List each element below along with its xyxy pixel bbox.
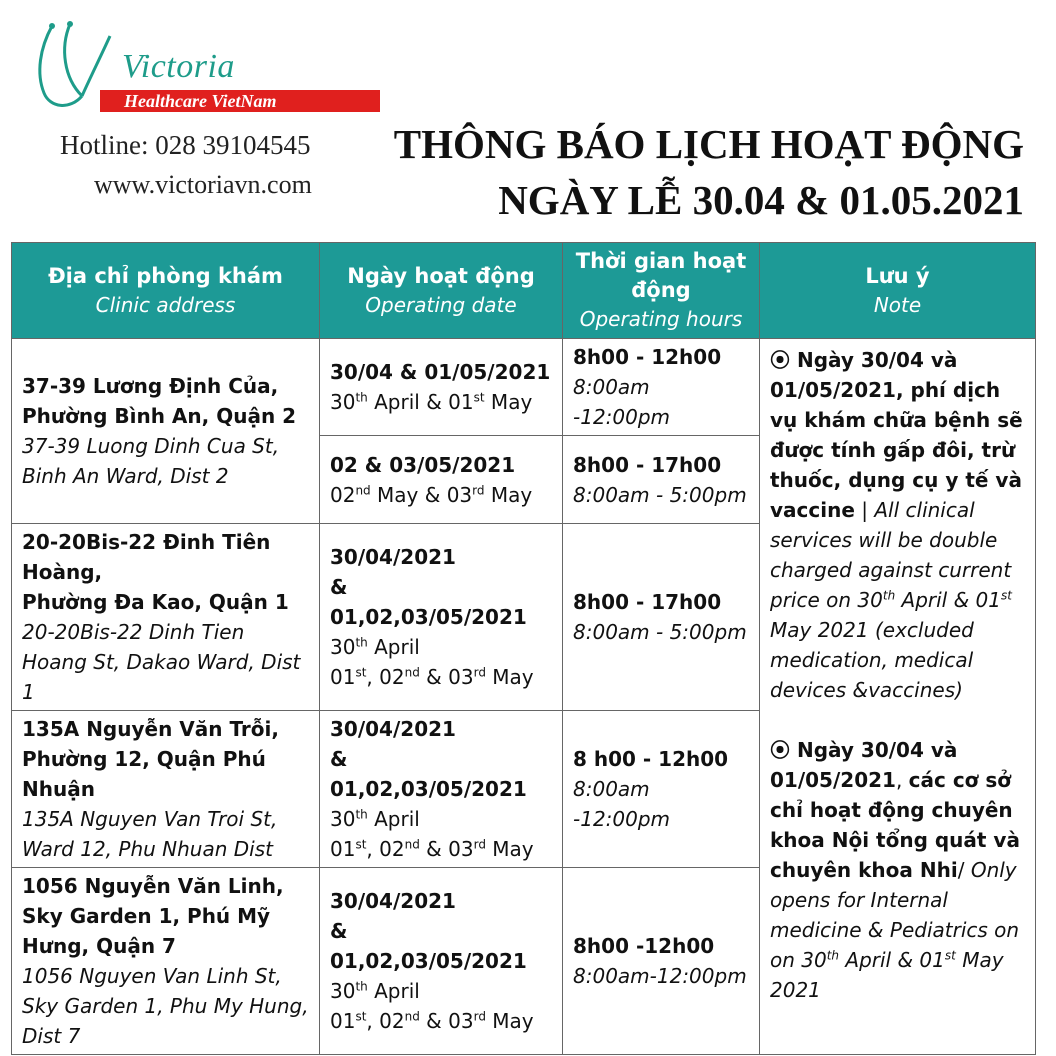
clinic-address-cell: [12, 868, 320, 1055]
operating-hours-cell: [563, 711, 760, 868]
operating-hours-vi: 8h00 - 17h00: [573, 452, 722, 477]
clinic-address-cell: [12, 524, 320, 711]
header-address-en: Clinic address: [95, 292, 236, 317]
victoria-logo: [30, 18, 360, 118]
clinic-address-en: 20-20Bis-22 Dinh Tien Hoang St, Dakao Ward, Dist 1: [22, 620, 301, 704]
header-date-vi: Ngày hoạt động: [347, 263, 535, 288]
header-hours-en: Operating hours: [579, 307, 743, 331]
clinic-address-vi: 37-39 Lương Định Của, Phường Bình An, Quận 2: [22, 374, 297, 428]
operating-date-en: 30th April 01st, 02nd & 03rd May: [330, 979, 534, 1033]
header-hours-vi: Thời gian hoạt động: [575, 249, 747, 302]
table-row: [12, 339, 1036, 436]
table-header-row: [12, 243, 1036, 339]
clinic-address-en: 37-39 Luong Dinh Cua St, Binh An Ward, Dist 2: [22, 434, 280, 488]
hotline-text: Hotline: 028 39104545: [60, 130, 311, 160]
title-line-1: THÔNG BÁO LỊCH HOẠT ĐỘNG: [393, 121, 1024, 167]
clinic-address-vi: 20-20Bis-22 Đinh Tiên Hoàng, Phường Đa Kao, Quận 1: [22, 530, 289, 614]
operating-date-cell: [320, 436, 563, 524]
operating-hours-vi: 8h00 -12h00: [573, 934, 715, 958]
clinic-address-cell: [12, 339, 320, 524]
operating-date-en: 30th April & 01st May: [330, 390, 533, 414]
header-hours: [563, 243, 760, 339]
operating-hours-en: 8:00am - 5:00pm: [573, 482, 747, 507]
clinic-address-en: 135A Nguyen Van Troi St, Ward 12, Phu Nhuan Dist: [22, 807, 278, 861]
operating-date-vi: 30/04/2021 & 01,02,03/05/2021: [330, 545, 527, 629]
operating-date-vi: 30/04/2021 & 01,02,03/05/2021: [330, 717, 527, 801]
operating-date-en: 30th April 01st, 02nd & 03rd May: [330, 807, 534, 861]
operating-hours-vi: 8 h00 - 12h00: [573, 747, 729, 771]
header-note: [760, 243, 1036, 339]
header-note-en: Note: [873, 292, 922, 317]
logo-tagline: Healthcare VietNam: [100, 90, 380, 112]
operating-hours-vi: 8h00 - 17h00: [573, 590, 722, 614]
operating-date-vi: 30/04 & 01/05/2021: [330, 360, 551, 384]
operating-hours-cell: [563, 436, 760, 524]
operating-hours-cell: [563, 339, 760, 436]
website-link[interactable]: www.victoriavn.com: [94, 170, 312, 199]
operating-date-cell: [320, 524, 563, 711]
header-note-vi: Lưu ý: [865, 263, 930, 288]
operating-hours-en: 8:00am - 5:00pm: [573, 620, 747, 644]
header-date-en: Operating date: [365, 292, 517, 317]
header-address: [12, 243, 320, 339]
operating-hours-en: 8:00am -12:00pm: [573, 375, 671, 429]
schedule-table: [11, 242, 1036, 1055]
operating-hours-vi: 8h00 - 12h00: [573, 345, 722, 369]
title-line-2: NGÀY LỄ 30.04 & 01.05.2021: [498, 177, 1024, 223]
operating-hours-cell: [563, 868, 760, 1055]
operating-date-cell: [320, 868, 563, 1055]
clinic-address-vi: 1056 Nguyễn Văn Linh, Sky Garden 1, Phú Mỹ Hưng, Quận 7: [22, 874, 284, 958]
header-date: [320, 243, 563, 339]
header-address-vi: Địa chỉ phòng khám: [48, 263, 283, 288]
page-title: [394, 116, 1024, 228]
operating-hours-en: 8:00am-12:00pm: [573, 964, 747, 988]
clinic-address-cell: [12, 711, 320, 868]
operating-date-en: 02nd May & 03rd May: [330, 482, 533, 507]
logo-wordmark: Victoria: [122, 48, 235, 85]
note-1: ⦿ Ngày 30/04 và 01/05/2021, phí dịch vụ khám chữa bệnh sẽ được tính gấp đôi, trừ thuốc, dụng cụ y tế và vaccine | All clinical services will be double charged against current price on 30th April & 01st May 2021 (excluded medication, medical devices &vaccines): [770, 348, 1023, 702]
bullet-icon: ⦿: [770, 738, 790, 762]
operating-date-vi: 30/04/2021 & 01,02,03/05/2021: [330, 889, 527, 973]
note-2: ⦿ Ngày 30/04 và 01/05/2021, các cơ sở chỉ hoạt động chuyên khoa Nội tổng quát và chuyên khoa Nhi/ Only opens for Internal medicine & Pediatrics on on 30th April & 01st May 2021: [770, 738, 1020, 1002]
note-cell: [760, 339, 1036, 1055]
operating-hours-cell: [563, 524, 760, 711]
clinic-address-en: 1056 Nguyen Van Linh St, Sky Garden 1, Phu My Hung, Dist 7: [22, 964, 309, 1048]
operating-hours-en: 8:00am -12:00pm: [573, 777, 671, 831]
clinic-address-vi: 135A Nguyễn Văn Trỗi, Phường 12, Quận Phú Nhuận: [22, 717, 279, 801]
operating-date-vi: 02 & 03/05/2021: [330, 452, 516, 477]
operating-date-cell: [320, 339, 563, 436]
operating-date-en: 30th April 01st, 02nd & 03rd May: [330, 635, 534, 689]
operating-date-cell: [320, 711, 563, 868]
bullet-icon: ⦿: [770, 348, 790, 372]
